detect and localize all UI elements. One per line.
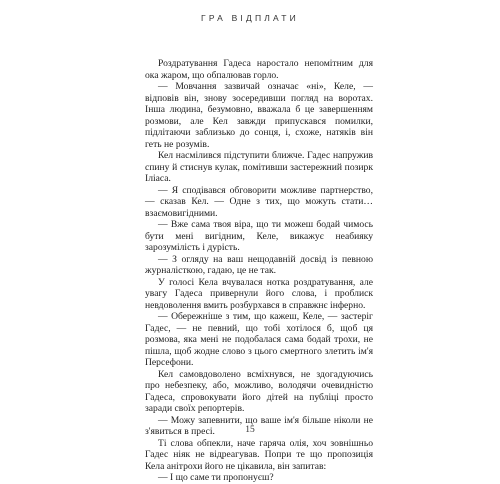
body-text (145, 58, 373, 484)
paragraph: — Я сподівався обговорити можливе партнерство, — сказав Кел. — Одне з тих, що можуть стати… взаємовигідними. (145, 184, 373, 219)
paragraph: — Мовчання зазвичай означає «ні», Келе, — відповів він, знову зосередивши погляд на воротах. Інша людина, безумовно, вважала б це завершенням розмови, але Кел завжди припускався помилки, підлітаючи заблизько до сонця, і, схоже, натяків він геть не розумів. (145, 81, 373, 150)
paragraph: — І що саме ти пропонуєш? (158, 472, 274, 483)
paragraph: У голосі Кела вчувалася нотка роздратування, але увагу Гадеса привернули його слова, і проблиск невдоволення вмить розбурхався в справжнє інферно. (145, 276, 373, 311)
paragraph: Ті слова обпекли, наче гаряча олія, хоч зовнішньо Гадес ніяк не відреагував. Попри те що пропозиція Кела анітрохи його не цікавила, він запитав: (145, 437, 373, 472)
paragraph: Кел самовдоволено всміхнувся, не здогадуючись про небезпеку, або, можливо, володячи очевидністю Гадеса, спровокувати його дітей на публіці просто заради своїх репортерів. (145, 368, 373, 414)
paragraph: Роздратування Гадеса наростало непомітним для ока жаром, що обпалював горло. (145, 58, 373, 81)
page-number: 15 (245, 425, 255, 435)
running-head: ГРА ВІДПЛАТИ (201, 13, 299, 23)
paragraph: — З огляду на ваш нещодавній досвід із певною журналісткою, гадаю, це не так. (145, 253, 373, 276)
paragraph: — Вже сама твоя віра, що ти можеш бодай чимось бути мені вигідним, Келе, викажує неабияку зарозумілість і дурість. (145, 219, 373, 253)
paragraph: Кел насмілився підступити ближче. Гадес напружив спину й стиснув кулак, помітивши застережний позирк Іліаса. (145, 150, 373, 184)
paragraph: — Можу запевнити, що ваше ім'я більше ніколи не з'явиться в пресі. (145, 414, 373, 437)
paragraph: — Обережніше з тим, що кажеш, Келе, — застеріг Гадес, — не певний, що тобі хотілося б, щоб ця розмова, яка мені не подобалася сама бодай трохи, не пішла, щоб жодне слово з цього смертного злетить ім'я Персефони. (145, 311, 373, 368)
